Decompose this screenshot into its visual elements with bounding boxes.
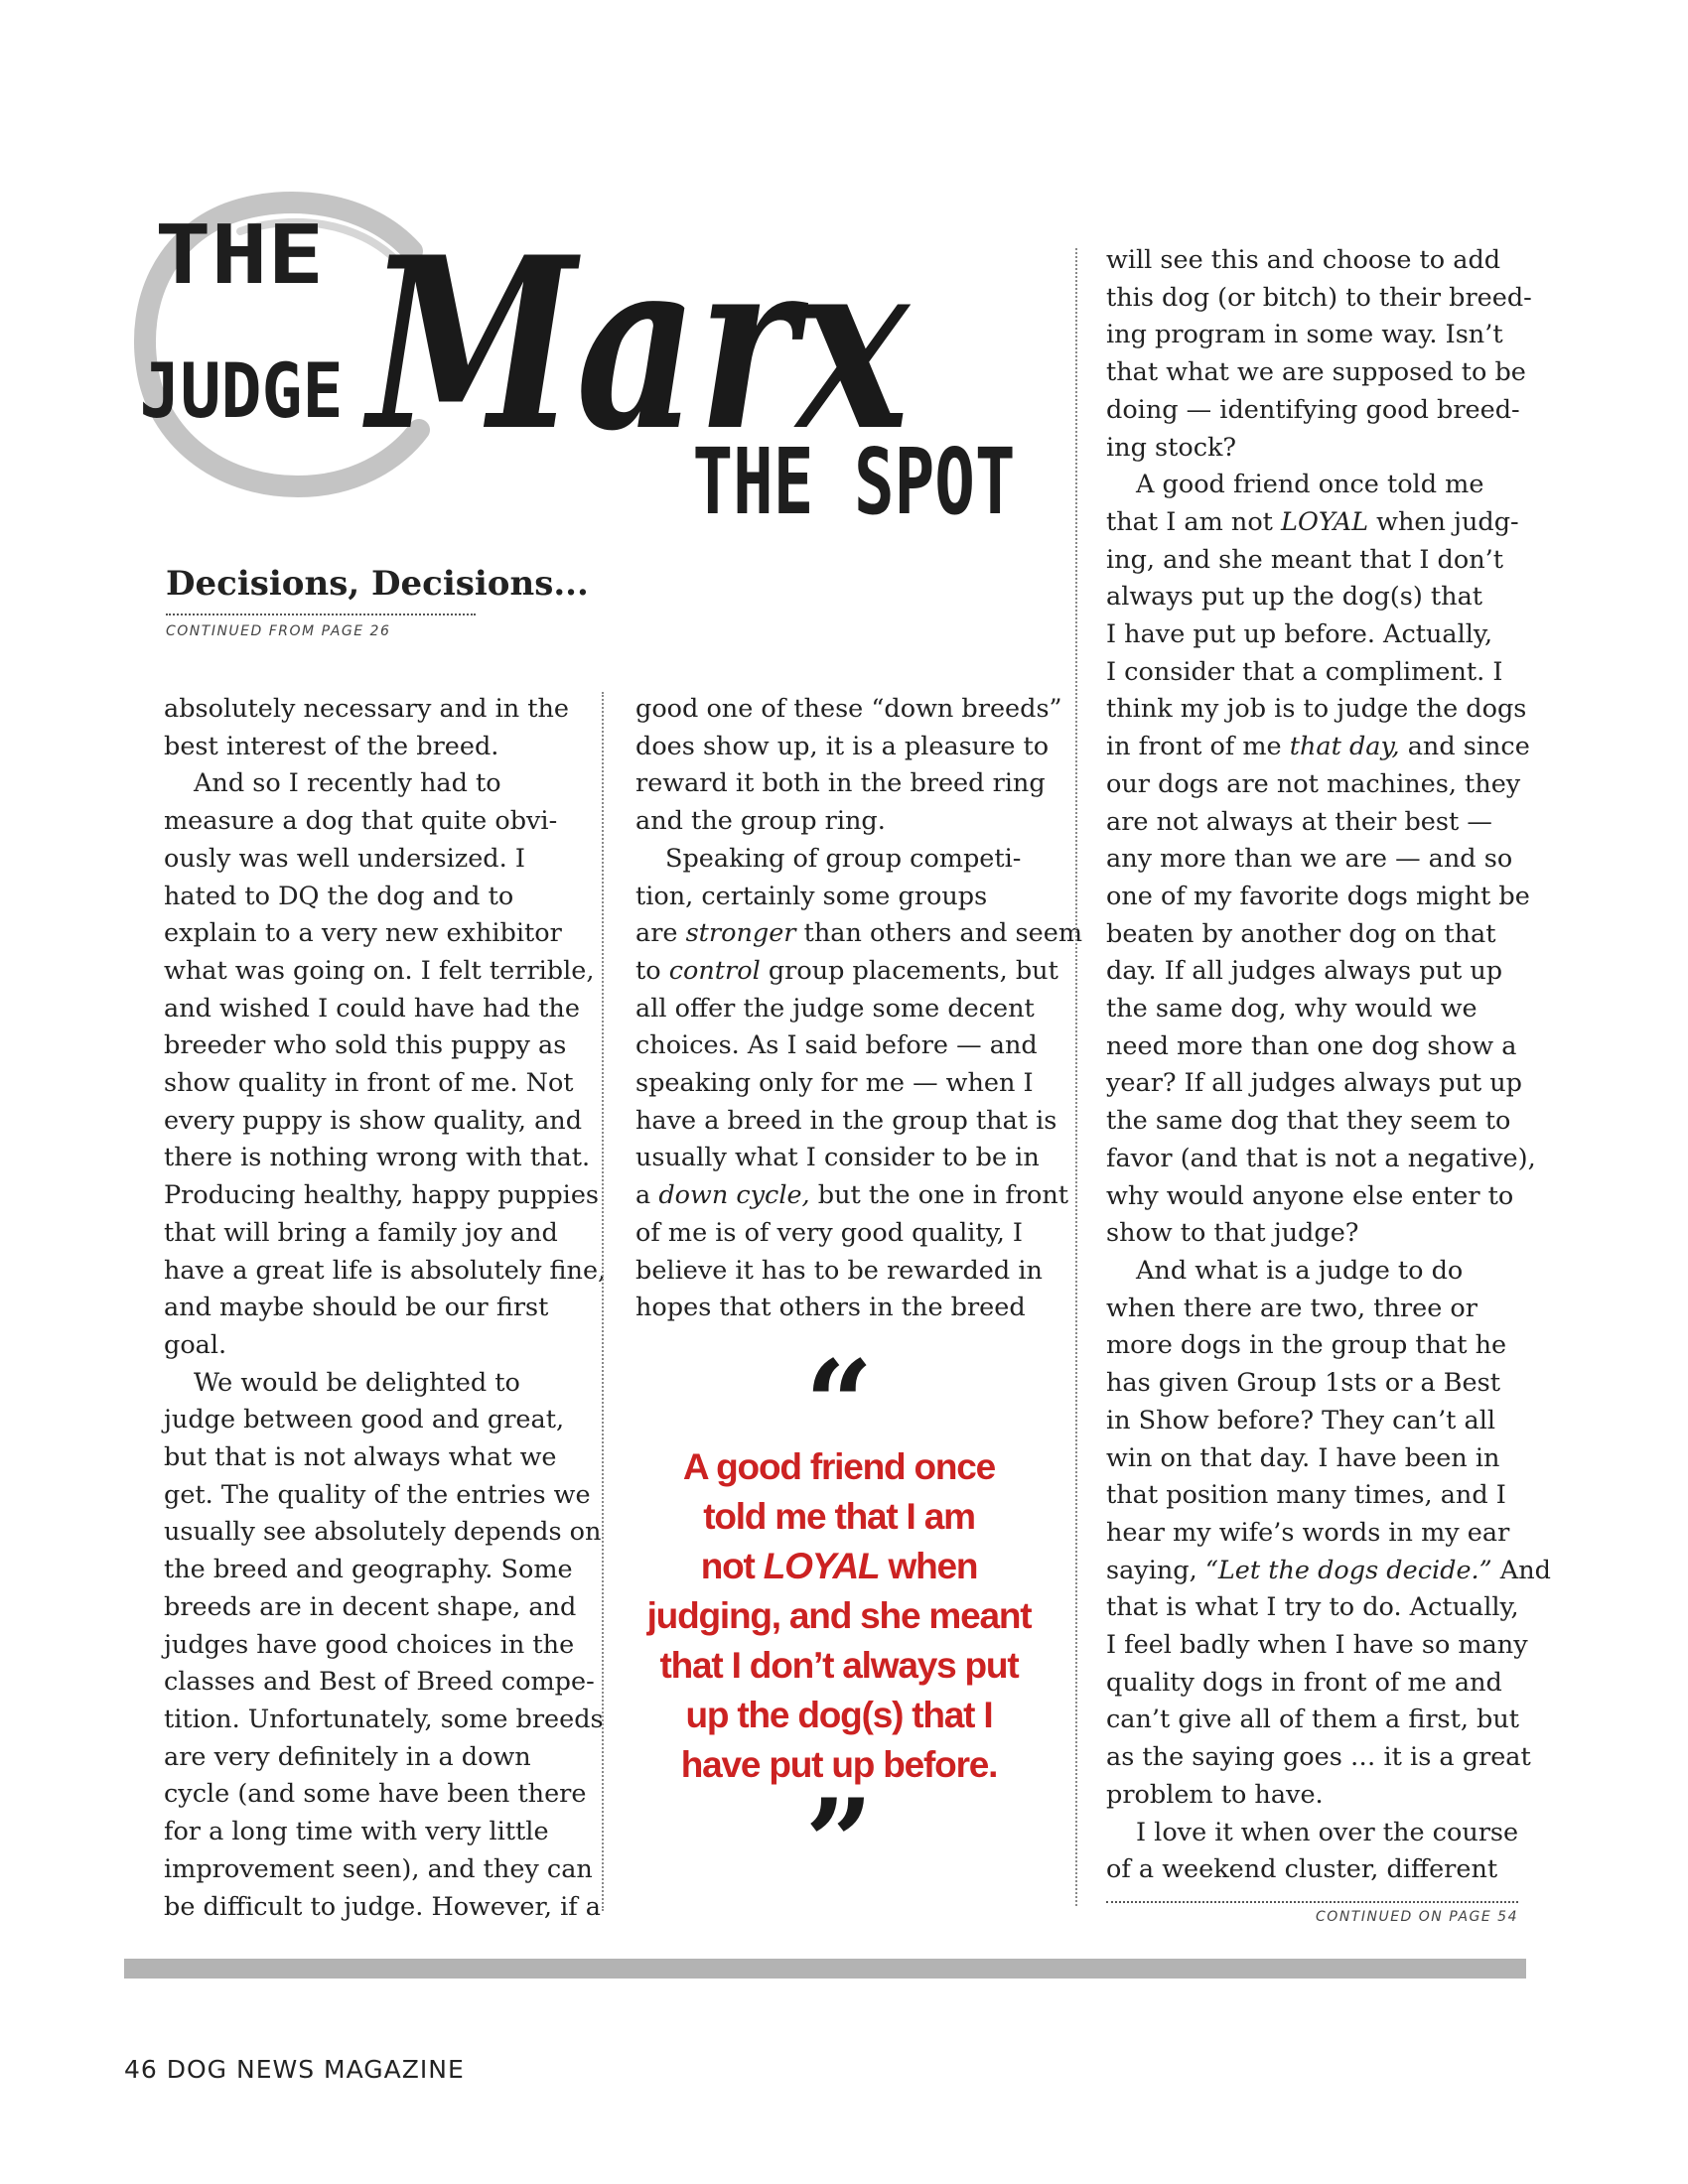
logo-judge: JUDGE: [139, 346, 344, 435]
text-line: I have put up before. Actually,: [1106, 619, 1493, 650]
text-line: will see this and choose to add: [1106, 245, 1501, 275]
text-line: does show up, it is a pleasure to: [635, 731, 1050, 761]
text-line: absolutely necessary and in the: [164, 694, 570, 724]
text-line: ing program in some way. Isn’t: [1106, 320, 1503, 350]
text-line: when there are two, three or: [1106, 1293, 1477, 1323]
text-line: this dog (or bitch) to their breed-: [1106, 282, 1532, 313]
text-line: there is nothing wrong with that.: [164, 1143, 591, 1173]
text-line: that is what I try to do. Actually,: [1106, 1592, 1519, 1623]
text-line: tion, certainly some groups: [635, 881, 988, 911]
text-line: favor (and that is not a negative),: [1106, 1143, 1536, 1173]
text-line: ing, and she meant that I don’t: [1106, 544, 1503, 575]
text-line: We would be delighted to: [194, 1367, 520, 1398]
text-line: quality dogs in front of me and: [1106, 1667, 1502, 1698]
text-line: saying, “Let the dogs decide.” And: [1106, 1555, 1551, 1585]
text-line: a down cycle, but the one in front: [635, 1180, 1069, 1211]
text-line: I feel badly when I have so many: [1106, 1630, 1528, 1661]
column-logo: [129, 184, 1043, 541]
text-line: hated to DQ the dog and to: [164, 881, 514, 911]
text-line: to control group placements, but: [635, 955, 1058, 986]
text-line: has given Group 1sts or a Best: [1106, 1368, 1500, 1399]
close-quote-icon: ”: [804, 1773, 874, 1913]
text-line: as the saying goes … it is a great: [1106, 1742, 1531, 1773]
text-line: in front of me that day, and since: [1106, 732, 1530, 762]
text-line: and wished I could have had the: [164, 993, 580, 1024]
text-line: best interest of the breed.: [164, 731, 499, 761]
text-line: all offer the judge some decent: [635, 993, 1035, 1024]
text-line: show quality in front of me. Not: [164, 1068, 574, 1099]
text-line: are stronger than others and seem: [635, 918, 1083, 949]
column-logo-graphic: [129, 184, 1043, 541]
text-line: that will bring a family joy and: [164, 1217, 558, 1248]
column-divider-1: [602, 692, 604, 1911]
column-divider-2: [1075, 248, 1077, 1906]
section-title: Decisions, Decisions...: [166, 564, 589, 604]
text-line: can’t give all of them a first, but: [1106, 1705, 1520, 1735]
text-line: for a long time with very little: [164, 1817, 549, 1847]
article-column-2: [635, 691, 1083, 1327]
text-line: think my job is to judge the dogs: [1106, 694, 1527, 725]
text-line: believe it has to be rewarded in: [635, 1255, 1043, 1286]
text-line: in Show before? They can’t all: [1106, 1405, 1496, 1435]
text-line: choices. As I said before — and: [635, 1030, 1038, 1061]
text-line: beaten by another dog on that: [1106, 918, 1496, 949]
text-line: show to that judge?: [1106, 1218, 1359, 1249]
text-line: why would anyone else enter to: [1106, 1180, 1514, 1211]
logo-the-spot: THE SPOT: [692, 429, 1016, 535]
continued-on-note: CONTINUED ON PAGE 54: [1316, 1909, 1518, 1925]
text-line: usually see absolutely depends on: [164, 1517, 602, 1548]
text-line: have a breed in the group that is: [635, 1105, 1057, 1136]
article-column-3: [1106, 242, 1551, 1889]
logo-marx: Marx: [361, 206, 912, 483]
text-line: And so I recently had to: [194, 768, 501, 799]
text-line: problem to have.: [1106, 1779, 1324, 1810]
text-line: that what we are supposed to be: [1106, 357, 1526, 388]
page-footer: 46 DOG NEWS MAGAZINE: [124, 2055, 465, 2084]
text-line: cycle (and some have been there: [164, 1779, 587, 1810]
continued-from-note: CONTINUED FROM PAGE 26: [166, 623, 391, 639]
text-line: judge between good and great,: [164, 1405, 565, 1435]
text-line: but that is not always what we: [164, 1442, 557, 1473]
text-line: and maybe should be our first: [164, 1293, 549, 1323]
logo-the: THE: [154, 206, 325, 303]
pull-quote-line: A good friend once: [682, 1446, 996, 1487]
text-line: ing stock?: [1106, 432, 1237, 463]
text-line: our dogs are not machines, they: [1106, 768, 1521, 799]
text-line: explain to a very new exhibitor: [164, 918, 562, 949]
text-line: I love it when over the course: [1136, 1817, 1519, 1847]
pull-quote: [631, 1334, 1048, 1913]
pull-quote-line: up the dog(s) that I: [685, 1695, 993, 1735]
text-line: be difficult to judge. However, if a: [164, 1891, 601, 1922]
pull-quote-line: have put up before.: [680, 1744, 998, 1785]
pull-quote-line: not LOYAL when: [700, 1546, 978, 1586]
text-line: win on that day. I have been in: [1106, 1442, 1500, 1473]
pull-quote-line: told me that I am: [703, 1496, 975, 1537]
text-line: are not always at their best —: [1106, 806, 1492, 837]
text-line: more dogs in the group that he: [1106, 1330, 1507, 1361]
text-line: reward it both in the breed ring: [635, 768, 1046, 799]
text-line: hear my wife’s words in my ear: [1106, 1517, 1510, 1548]
text-line: that I am not LOYAL when judg-: [1106, 506, 1519, 537]
text-line: Speaking of group competi-: [665, 843, 1022, 874]
text-line: good one of these “down breeds”: [635, 694, 1062, 724]
text-line: hopes that others in the breed: [635, 1293, 1026, 1323]
text-line: A good friend once told me: [1136, 470, 1484, 500]
text-line: what was going on. I felt terrible,: [164, 955, 595, 986]
text-line: judges have good choices in the: [164, 1629, 575, 1660]
text-line: Producing healthy, happy puppies: [164, 1180, 600, 1211]
text-line: one of my favorite dogs might be: [1106, 881, 1530, 911]
text-line: every puppy is show quality, and: [164, 1105, 583, 1136]
text-line: any more than we are — and so: [1106, 844, 1513, 875]
text-line: need more than one dog show a: [1106, 1030, 1517, 1061]
text-line: tition. Unfortunately, some breeds: [164, 1704, 604, 1734]
text-line: year? If all judges always put up: [1106, 1068, 1522, 1099]
continued-divider: [1106, 1901, 1518, 1903]
text-line: of a weekend cluster, different: [1106, 1854, 1498, 1885]
text-line: get. The quality of the entries we: [164, 1479, 591, 1510]
footer-bar: [124, 1959, 1526, 1979]
text-line: I consider that a compliment. I: [1106, 656, 1503, 687]
article-column-1: [164, 691, 607, 1926]
text-line: improvement seen), and they can: [164, 1853, 593, 1884]
text-line: classes and Best of Breed compe-: [164, 1667, 595, 1698]
open-quote-icon: “: [804, 1334, 874, 1474]
text-line: day. If all judges always put up: [1106, 956, 1503, 987]
text-line: of me is of very good quality, I: [635, 1217, 1023, 1248]
text-line: have a great life is absolutely fine,: [164, 1255, 607, 1286]
pull-quote-line: that I don’t always put: [659, 1645, 1019, 1686]
text-line: speaking only for me — when I: [635, 1068, 1034, 1099]
text-line: usually what I consider to be in: [635, 1143, 1040, 1173]
text-line: and the group ring.: [635, 806, 886, 837]
text-line: ously was well undersized. I: [164, 843, 525, 874]
text-line: the breed and geography. Some: [164, 1555, 573, 1585]
text-line: the same dog, why would we: [1106, 994, 1477, 1024]
text-line: breeder who sold this puppy as: [164, 1030, 567, 1061]
text-line: doing — identifying good breed-: [1106, 394, 1520, 425]
pull-quote-line: judging, and she meant: [646, 1595, 1032, 1636]
text-line: are very definitely in a down: [164, 1741, 531, 1772]
text-line: breeds are in decent shape, and: [164, 1591, 577, 1622]
text-line: always put up the dog(s) that: [1106, 582, 1483, 613]
pull-quote-text: [631, 1442, 1048, 1790]
title-divider: [166, 614, 476, 615]
text-line: goal.: [164, 1329, 227, 1360]
text-line: measure a dog that quite obvi-: [164, 806, 558, 837]
text-line: that position many times, and I: [1106, 1480, 1506, 1511]
text-line: the same dog that they seem to: [1106, 1106, 1511, 1137]
text-line: And what is a judge to do: [1136, 1255, 1464, 1286]
